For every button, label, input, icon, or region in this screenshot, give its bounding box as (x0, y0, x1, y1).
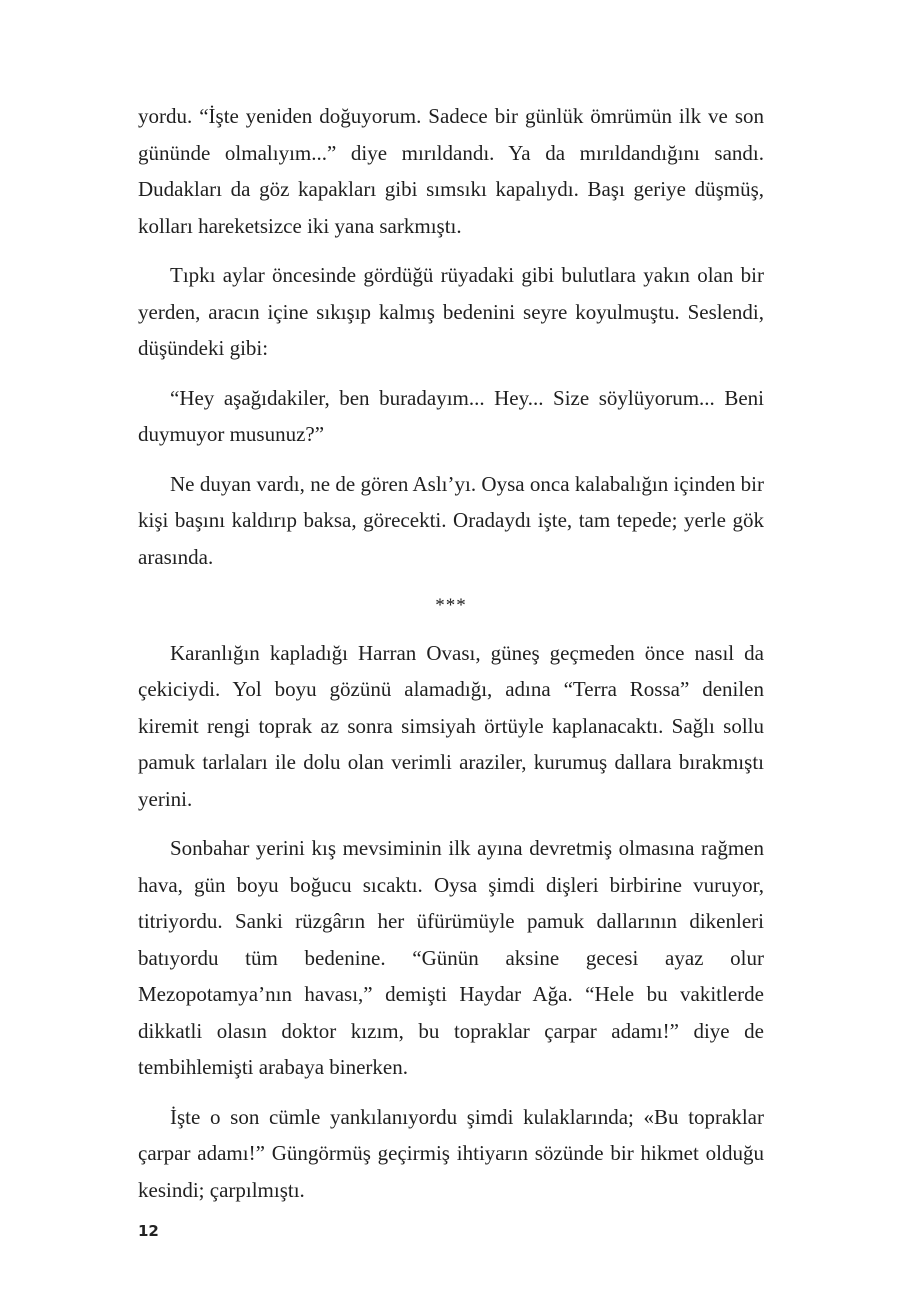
page-number: 12 (138, 1222, 159, 1240)
paragraph: Ne duyan vardı, ne de gören Aslı’yı. Oysa onca kalabalığın içinden bir kişi başını kaldırıp baksa, görecekti. Oradaydı işte, tam tepede; yerle gök arasında. (138, 471, 764, 569)
paragraph: İşte o son cümle yankılanıyordu şimdi kulaklarında; «Bu topraklar çarpar adamı!” Güngörmüş geçirmiş ihtiyarın sözünde bir hikmet olduğu kesindi; çarpılmıştı. (138, 1104, 764, 1202)
paragraph: Sonbahar yerini kış mevsiminin ilk ayına devretmiş olmasına rağmen hava, gün boyu boğucu sıcaktı. Oysa şimdi dişleri birbirine vuruyor, titriyordu. Sanki rüzgârın her üfürümüyle pamuk dallarının dikenleri batıyordu tüm bedenine. “Günün aksine gecesi ayaz olur Mezopotamya’nın havası,” demişti Haydar Ağa. “Hele bu vakitlerde dikkatli olasın doktor kızım, bu topraklar çarpar adamı!” diye de tembihlemişti arabaya binerken. (138, 836, 764, 1079)
paragraph: Tıpkı aylar öncesinde gördüğü rüyadaki gibi bulutlara yakın olan bir yerden, aracın içine sıkışıp kalmış bedenini seyre koyulmuştu. Seslendi, düşündeki gibi: (138, 263, 764, 360)
paragraph: yordu. “İşte yeniden doğuyorum. Sadece bir günlük ömrümün ilk ve son gününde olmalıyım...” diye mırıldandı. Ya da mırıldandığını sandı. Dudakları da göz kapakları gibi sımsıkı kapalıydı. Başı geriye düşmüş, kolları hareketsizce iki yana sarkmıştı. (138, 104, 764, 238)
section-separator: *** (435, 595, 467, 616)
book-page-body (138, 98, 764, 1221)
paragraph: Karanlığın kapladığı Harran Ovası, güneş geçmeden önce nasıl da çekiciydi. Yol boyu gözünü alamadığı, adına “Terra Rossa” denilen kiremit rengi toprak az sonra simsiyah örtüyle kaplanacaktı. Sağlı sollu pamuk tarlaları ile dolu olan verimli araziler, kurumuş dallara bırakmıştı yerini. (138, 640, 764, 811)
paragraph: “Hey aşağıdakiler, ben buradayım... Hey... Size söylüyorum... Beni duymuyor musunuz?” (138, 385, 764, 446)
